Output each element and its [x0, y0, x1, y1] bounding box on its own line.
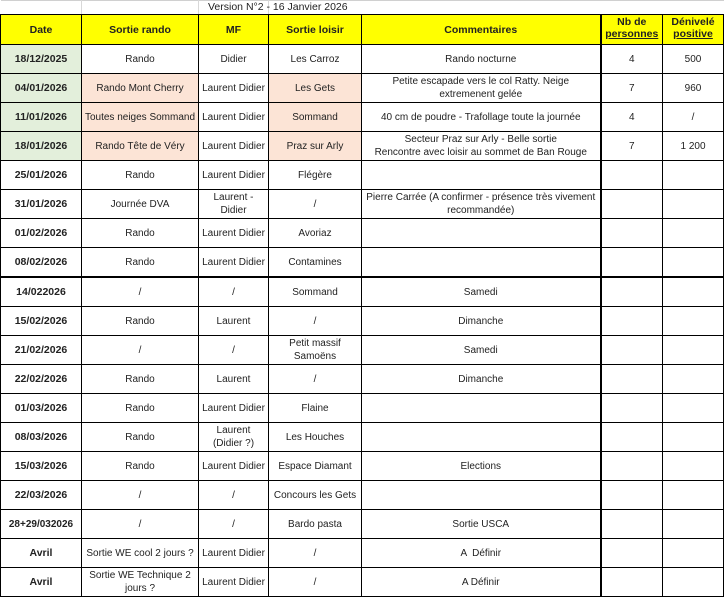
- cell-sortie-rando[interactable]: Rando: [82, 219, 199, 248]
- cell-sortie-rando[interactable]: Sortie WE Technique 2 jours ?: [82, 568, 199, 597]
- cell-nb-personnes[interactable]: [601, 219, 663, 248]
- cell-nb-personnes[interactable]: [601, 394, 663, 423]
- cell-denivele[interactable]: [663, 394, 724, 423]
- cell-mf[interactable]: Laurent Didier: [199, 539, 269, 568]
- cell-sortie-loisir[interactable]: Les Houches: [269, 423, 362, 452]
- cell-sortie-loisir[interactable]: Praz sur Arly: [269, 132, 362, 161]
- cell-commentaires[interactable]: Secteur Praz sur Arly - Belle sortie Rencontre avec loisir au sommet de Ban Rouge: [362, 132, 601, 161]
- table-row: [1, 510, 724, 539]
- cell-commentaires[interactable]: Rando nocturne: [362, 45, 601, 74]
- cell-date[interactable]: 28+29/032026: [1, 510, 82, 539]
- cell-denivele[interactable]: [663, 539, 724, 568]
- cell-sortie-rando[interactable]: Rando: [82, 161, 199, 190]
- table-row: [1, 365, 724, 394]
- cell-mf[interactable]: /: [199, 336, 269, 365]
- cell-nb-personnes[interactable]: [601, 481, 663, 510]
- cell-sortie-rando[interactable]: /: [82, 510, 199, 539]
- cell-sortie-loisir[interactable]: Petit massif Samoëns: [269, 336, 362, 365]
- table-row: [1, 336, 724, 365]
- cell-sortie-rando[interactable]: /: [82, 277, 199, 307]
- cell-sortie-rando[interactable]: /: [82, 336, 199, 365]
- cell-nb-personnes[interactable]: [601, 510, 663, 539]
- cell-denivele[interactable]: [663, 481, 724, 510]
- cell-date[interactable]: 15/03/2026: [1, 452, 82, 481]
- cell-denivele[interactable]: [663, 510, 724, 539]
- table-row: [1, 103, 724, 132]
- cell-commentaires[interactable]: A Définir: [362, 568, 601, 597]
- cell-commentaires[interactable]: 40 cm de poudre - Trafollage toute la journée: [362, 103, 601, 132]
- cell-mf[interactable]: Laurent Didier: [199, 103, 269, 132]
- cell-denivele[interactable]: [663, 277, 724, 307]
- cell-sortie-rando[interactable]: Rando: [82, 45, 199, 74]
- table-row: [1, 248, 724, 278]
- cell-mf[interactable]: /: [199, 277, 269, 307]
- cell-date[interactable]: 11/01/2026: [1, 103, 82, 132]
- cell-date[interactable]: 01/03/2026: [1, 394, 82, 423]
- cell-denivele[interactable]: [663, 161, 724, 190]
- cell-mf[interactable]: Laurent Didier: [199, 132, 269, 161]
- cell-date[interactable]: 14/022026: [1, 277, 82, 307]
- cell-nb-personnes[interactable]: [601, 307, 663, 336]
- cell-sortie-loisir[interactable]: Avoriaz: [269, 219, 362, 248]
- cell-sortie-loisir[interactable]: Les Carroz: [269, 45, 362, 74]
- cell-sortie-loisir[interactable]: Espace Diamant: [269, 452, 362, 481]
- cell-sortie-loisir[interactable]: Concours les Gets: [269, 481, 362, 510]
- cell-date[interactable]: Avril: [1, 539, 82, 568]
- cell-sortie-rando[interactable]: Rando: [82, 365, 199, 394]
- cell-sortie-loisir[interactable]: /: [269, 365, 362, 394]
- cell-mf[interactable]: Laurent Didier: [199, 219, 269, 248]
- cell-denivele[interactable]: [663, 307, 724, 336]
- cell-sortie-rando[interactable]: /: [82, 481, 199, 510]
- cell-sortie-loisir[interactable]: Les Gets: [269, 74, 362, 103]
- table-row: [1, 161, 724, 190]
- cell-commentaires[interactable]: Samedi: [362, 336, 601, 365]
- cell-denivele[interactable]: [663, 365, 724, 394]
- header-nb-personnes: Nb de personnes: [601, 15, 663, 45]
- cell-sortie-loisir[interactable]: Sommand: [269, 277, 362, 307]
- cell-mf[interactable]: Didier: [199, 45, 269, 74]
- header-row: [1, 15, 724, 45]
- version-row: [1, 1, 724, 15]
- cell-date[interactable]: 25/01/2026: [1, 161, 82, 190]
- cell-sortie-loisir[interactable]: /: [269, 568, 362, 597]
- cell-date[interactable]: Avril: [1, 568, 82, 597]
- cell-sortie-rando[interactable]: Sortie WE cool 2 jours ?: [82, 539, 199, 568]
- table-row: [1, 423, 724, 452]
- cell-date[interactable]: 04/01/2026: [1, 74, 82, 103]
- cell-sortie-rando[interactable]: Toutes neiges Sommand: [82, 103, 199, 132]
- cell-nb-personnes[interactable]: 4: [601, 103, 663, 132]
- cell-denivele[interactable]: [663, 423, 724, 452]
- cell-commentaires[interactable]: Samedi: [362, 277, 601, 307]
- cell-sortie-rando[interactable]: Rando: [82, 307, 199, 336]
- cell-date[interactable]: 22/03/2026: [1, 481, 82, 510]
- table-row: [1, 481, 724, 510]
- table-row: [1, 394, 724, 423]
- table-row: [1, 190, 724, 219]
- table-row: [1, 132, 724, 161]
- cell-nb-personnes[interactable]: 7: [601, 132, 663, 161]
- cell-sortie-loisir[interactable]: Flégère: [269, 161, 362, 190]
- cell-commentaires[interactable]: [362, 423, 601, 452]
- cell-sortie-loisir[interactable]: /: [269, 539, 362, 568]
- table-row: [1, 74, 724, 103]
- cell-commentaires[interactable]: Sortie USCA: [362, 510, 601, 539]
- cell-nb-personnes[interactable]: [601, 568, 663, 597]
- cell-nb-personnes[interactable]: [601, 248, 663, 278]
- cell-denivele[interactable]: [663, 452, 724, 481]
- cell-sortie-rando[interactable]: Rando: [82, 452, 199, 481]
- cell-commentaires[interactable]: Petite escapade vers le col Ratty. Neige extremenent gelée: [362, 74, 601, 103]
- cell-denivele[interactable]: [663, 336, 724, 365]
- cell-nb-personnes[interactable]: 4: [601, 45, 663, 74]
- cell-sortie-rando[interactable]: Journée DVA: [82, 190, 199, 219]
- cell-date[interactable]: 18/12/2025: [1, 45, 82, 74]
- cell-commentaires[interactable]: Pierre Carrée (A confirmer - présence très vivement recommandée): [362, 190, 601, 219]
- cell-date[interactable]: 21/02/2026: [1, 336, 82, 365]
- cell-nb-personnes[interactable]: [601, 539, 663, 568]
- cell-sortie-loisir[interactable]: /: [269, 190, 362, 219]
- cell-mf[interactable]: Laurent - Didier: [199, 190, 269, 219]
- cell-commentaires[interactable]: Elections: [362, 452, 601, 481]
- cell-commentaires[interactable]: Dimanche: [362, 307, 601, 336]
- header-sortie-loisir: Sortie loisir: [269, 15, 362, 45]
- table-row: [1, 219, 724, 248]
- cell-nb-personnes[interactable]: [601, 336, 663, 365]
- cell-mf[interactable]: Laurent Didier: [199, 452, 269, 481]
- cell-commentaires[interactable]: [362, 219, 601, 248]
- cell-mf[interactable]: Laurent Didier: [199, 248, 269, 278]
- cell-date[interactable]: 08/02/2026: [1, 248, 82, 278]
- cell-nb-personnes[interactable]: [601, 423, 663, 452]
- cell-denivele[interactable]: 1 200: [663, 132, 724, 161]
- cell-mf[interactable]: Laurent Didier: [199, 161, 269, 190]
- cell-nb-personnes[interactable]: [601, 277, 663, 307]
- cell-date[interactable]: 01/02/2026: [1, 219, 82, 248]
- version-label: Version N°2 - 16 Janvier 2026: [208, 1, 663, 15]
- cell-denivele[interactable]: [663, 190, 724, 219]
- cell-nb-personnes[interactable]: [601, 190, 663, 219]
- header-mf: MF: [199, 15, 269, 45]
- cell-mf[interactable]: /: [199, 510, 269, 539]
- cell-denivele[interactable]: 500: [663, 45, 724, 74]
- table-row: [1, 307, 724, 336]
- cell-sortie-rando[interactable]: Rando: [82, 394, 199, 423]
- cell-commentaires[interactable]: Dimanche: [362, 365, 601, 394]
- cell-sortie-loisir[interactable]: /: [269, 307, 362, 336]
- cell-commentaires[interactable]: [362, 248, 601, 278]
- cell-commentaires[interactable]: [362, 394, 601, 423]
- cell-mf[interactable]: Laurent: [199, 365, 269, 394]
- cell-sortie-loisir[interactable]: Contamines: [269, 248, 362, 278]
- cell-date[interactable]: 22/02/2026: [1, 365, 82, 394]
- cell-sortie-loisir[interactable]: Flaine: [269, 394, 362, 423]
- table-row: [1, 539, 724, 568]
- cell-commentaires[interactable]: [362, 481, 601, 510]
- cell-mf[interactable]: /: [199, 481, 269, 510]
- cell-mf[interactable]: Laurent: [199, 307, 269, 336]
- cell-date[interactable]: 15/02/2026: [1, 307, 82, 336]
- table-row: [1, 277, 724, 307]
- cell-denivele[interactable]: 960: [663, 74, 724, 103]
- cell-sortie-rando[interactable]: Rando Tête de Véry: [82, 132, 199, 161]
- cell-commentaires[interactable]: A Définir: [362, 539, 601, 568]
- cell-mf[interactable]: Laurent Didier: [199, 394, 269, 423]
- cell-date[interactable]: 08/03/2026: [1, 423, 82, 452]
- table-row: [1, 45, 724, 74]
- table-row: [1, 452, 724, 481]
- cell-date[interactable]: 18/01/2026: [1, 132, 82, 161]
- cell-sortie-loisir[interactable]: Sommand: [269, 103, 362, 132]
- cell-sortie-rando[interactable]: Rando Mont Cherry: [82, 74, 199, 103]
- cell-denivele[interactable]: [663, 248, 724, 278]
- cell-date[interactable]: 31/01/2026: [1, 190, 82, 219]
- cell-nb-personnes[interactable]: 7: [601, 74, 663, 103]
- cell-mf[interactable]: Laurent (Didier ?): [199, 423, 269, 452]
- table-row: [1, 568, 724, 597]
- cell-sortie-rando[interactable]: Rando: [82, 248, 199, 278]
- cell-nb-personnes[interactable]: [601, 452, 663, 481]
- cell-nb-personnes[interactable]: [601, 161, 663, 190]
- header-sortie-rando: Sortie rando: [82, 15, 199, 45]
- cell-mf[interactable]: Laurent Didier: [199, 568, 269, 597]
- header-date: Date: [1, 15, 82, 45]
- cell-nb-personnes[interactable]: [601, 365, 663, 394]
- cell-commentaires[interactable]: [362, 161, 601, 190]
- cell-sortie-rando[interactable]: Rando: [82, 423, 199, 452]
- cell-sortie-loisir[interactable]: Bardo pasta: [269, 510, 362, 539]
- cell-denivele[interactable]: /: [663, 103, 724, 132]
- header-denivele: Dénivelé positive: [663, 15, 724, 45]
- cell-denivele[interactable]: [663, 568, 724, 597]
- cell-denivele[interactable]: [663, 219, 724, 248]
- header-commentaires: Commentaires: [362, 15, 601, 45]
- cell-mf[interactable]: Laurent Didier: [199, 74, 269, 103]
